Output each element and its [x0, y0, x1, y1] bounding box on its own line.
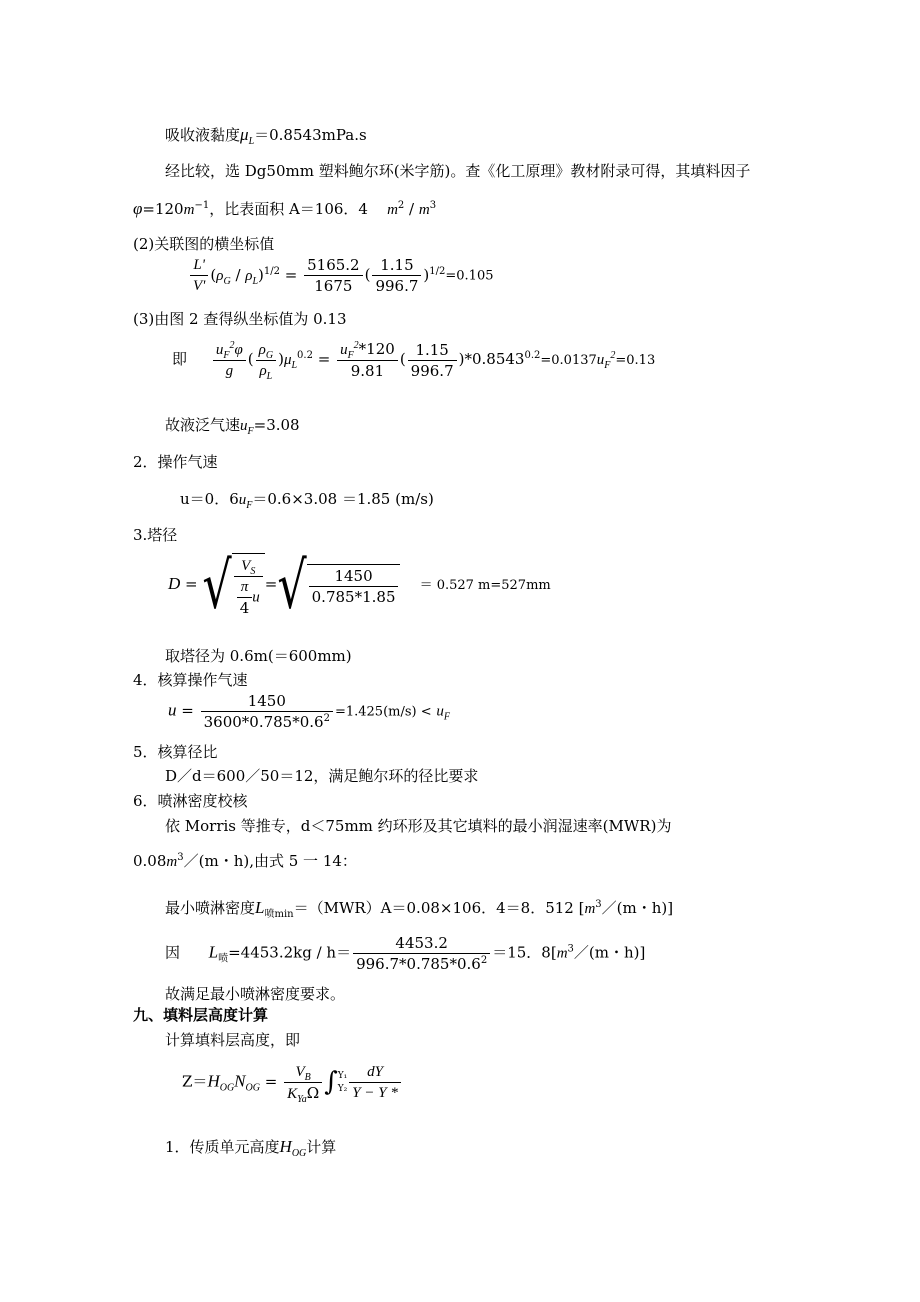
spray-density-line: 因 $L_喷=4453.2kg / h=$ $\frac{4453.2}{996.7*0.785*0.6^2}$ ＝15．$8[m^3/(m$・h)] — [165, 934, 646, 973]
section5-heading: 5．核算径比 — [133, 743, 218, 761]
diameter-formula: D = √ $V_S$ $\frac{\pi}{4}$ u =√ $\frac{1450}{0.785*1.85}$ ＝ 0.527 m=527mm — [168, 547, 551, 623]
step2-heading: (2)关联图的横坐标值 — [133, 235, 275, 253]
take-diameter-line: 取塔径为 0.6m(＝600mm) — [165, 647, 352, 665]
min-spray-density-line: 最小喷淋密度$L_{喷min}=(MWR)A=0.08\times 106$．4＝8．512 [$m^3/(m$・h)] — [165, 898, 674, 920]
viscosity-line: 吸收液黏度$\mu_L=0.8543mPa.s$ — [165, 125, 367, 147]
diameter-ratio-line: D／d＝600／50＝12，满足鲍尔环的径比要求 — [165, 767, 479, 785]
section2-heading: 2．操作气速 — [133, 453, 218, 471]
section3-heading: 3.塔径 — [133, 526, 178, 544]
mwr-value-line: $0.08m^3/(m$・h),由式 5 一 14： — [133, 852, 357, 870]
eq3-formula: 即 $\frac{u_F^2\varphi}{g}$ ( $\frac{\rho_G}{\rho_L}$ )$\mu_L^{0.2}$ = $\frac{u_F^2*120}{9.81}$ ( $\frac{1.15}{996.7}$ )$*0.8543^{0.2}=0.0137u_F^2=0.13$ — [172, 339, 656, 382]
morris-line: 依 Morris 等推专，d＜75mm 约环形及其它填料的最小润湿速率(MWR)为 — [165, 817, 672, 835]
z-formula: $Z=H_{OG}N_{OG}$ = $\frac{V_B}{K_{Ya}\Omega}$ ∫ Y₁ Y₂ $\frac{dY}{Y - Y *}$ — [182, 1062, 403, 1103]
section6-heading: 6．喷淋密度校核 — [133, 792, 248, 810]
section9-heading: 九、填料层高度计算 — [133, 1006, 269, 1024]
velocity-check-formula: u = $\frac{1450}{3600*0.785*0.6^2}$ $=1.425(m/s) < u_F$ — [168, 692, 451, 731]
hog-heading: 1．传质单元高度$H_{OG}$计算 — [165, 1137, 337, 1159]
section4-heading: 4．核算操作气速 — [133, 671, 248, 689]
packing-choice-line: 经比较，选 Dg50mm 塑料鲍尔环(米字筋)。查《化工原理》教材附录可得，其填料因子 — [165, 162, 751, 180]
step3-heading: (3)由图 2 查得纵坐标值为 0.13 — [133, 310, 347, 328]
flood-velocity-line: 故液泛气速$u_F=3.08$ — [165, 416, 300, 437]
eq2-formula: $\frac{L'}{V'}$ $(\rho_G / \rho_L)^{1/2}$ = $\frac{5165.2}{1675}$ ( $\frac{1.15}{996.7}$ )$^{1/2}$=0.105 — [188, 256, 493, 295]
calc-height-line: 计算填料层高度，即 — [165, 1031, 301, 1049]
satisfy-line: 故满足最小喷淋密度要求。 — [165, 985, 346, 1003]
operating-velocity-line: u＝0．$6u_F=0.6\times 3.08 =1.85$ (m/s) — [180, 490, 434, 511]
packing-factor-line: $\varphi=120m^{-1}$，比表面积 A＝106．4 $m^2 / m^3$ — [133, 199, 437, 218]
